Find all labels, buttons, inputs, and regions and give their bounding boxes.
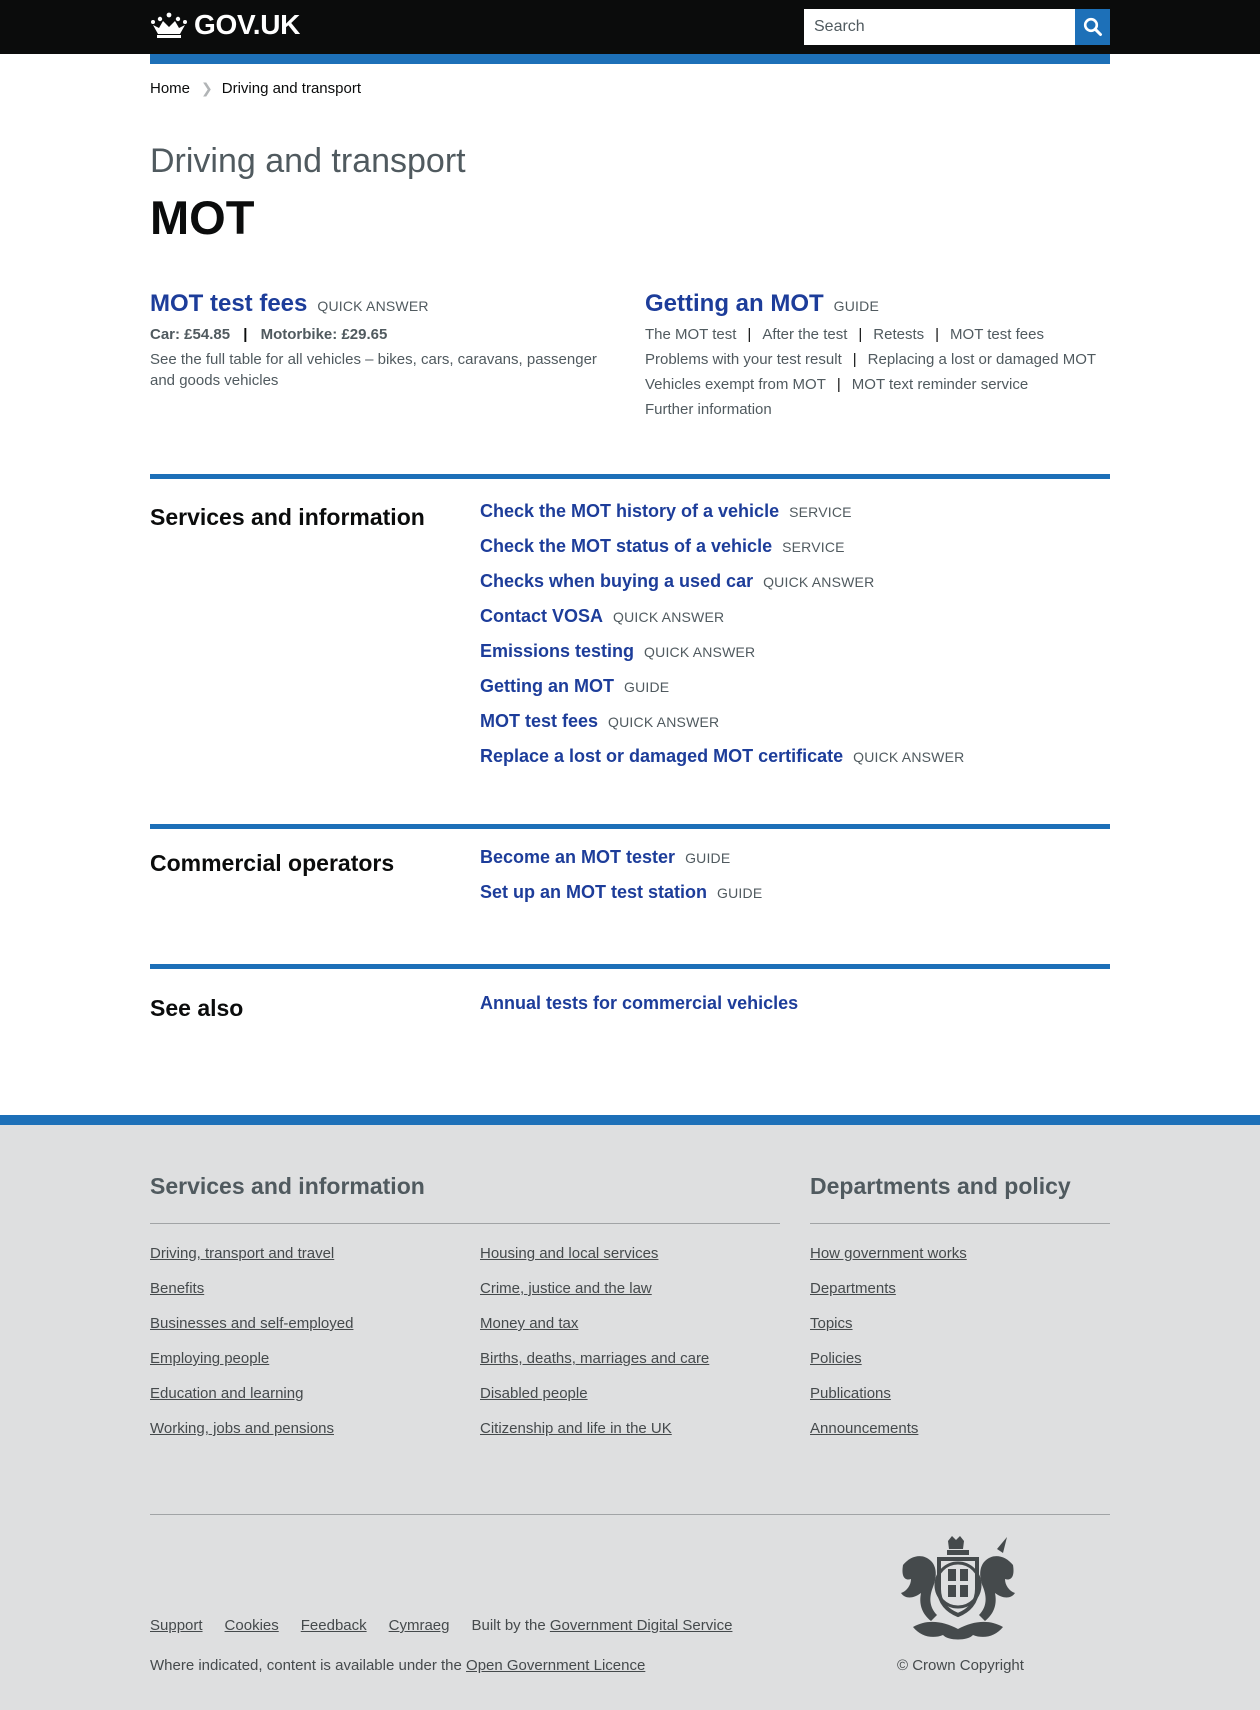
footer-services-col-1 xyxy=(150,1245,353,1455)
link-emissions-testing[interactable]: Emissions testing xyxy=(480,641,635,661)
footer-link[interactable]: Departments xyxy=(810,1280,896,1297)
list-item xyxy=(480,711,964,746)
price-summary xyxy=(150,326,620,343)
featured-getting-an-mot-link[interactable]: Getting an MOT xyxy=(645,290,824,317)
guide-link-problems[interactable]: Problems with your test result xyxy=(645,351,842,368)
footer-link[interactable]: Births, deaths, marriages and care xyxy=(480,1350,710,1367)
footer-divider xyxy=(150,1223,780,1224)
logo-text: GOV.UK xyxy=(194,9,301,40)
footer-meta-links xyxy=(150,1617,732,1634)
chevron-right-icon: ❯ xyxy=(201,80,213,96)
section-services-and-information xyxy=(150,474,1110,804)
footer-link-support[interactable]: Support xyxy=(150,1617,203,1634)
footer-link-gds[interactable]: Government Digital Service xyxy=(549,1617,733,1634)
list-item xyxy=(810,1245,967,1280)
footer-link[interactable]: Driving, transport and travel xyxy=(150,1245,335,1262)
list-item xyxy=(150,1420,353,1455)
list-item xyxy=(480,746,964,781)
licence-text: Where indicated, content is available under the Open Government Licence xyxy=(150,1657,646,1674)
list-item xyxy=(480,1245,709,1280)
list-item xyxy=(480,1420,709,1455)
guide-link-mot-test[interactable]: The MOT test xyxy=(645,326,737,343)
list-item xyxy=(480,882,762,917)
list-item xyxy=(480,606,964,641)
link-mot-test-fees[interactable]: MOT test fees xyxy=(480,711,599,731)
list-item xyxy=(810,1420,967,1455)
link-getting-an-mot[interactable]: Getting an MOT xyxy=(480,676,614,696)
guide-link-after-test[interactable]: After the test xyxy=(762,326,848,343)
guide-link-replacing[interactable]: Replacing a lost or damaged MOT xyxy=(867,351,1097,368)
content-type-tag: QUICK ANSWER xyxy=(644,644,756,660)
link-checks-used-car[interactable]: Checks when buying a used car xyxy=(480,571,754,591)
link-replace-certificate[interactable]: Replace a lost or damaged MOT certificate xyxy=(480,746,844,766)
search-icon xyxy=(1083,17,1103,37)
guide-link-further-info[interactable]: Further information xyxy=(645,401,772,418)
search-input[interactable] xyxy=(804,9,1075,45)
list-item xyxy=(480,641,964,676)
crown-icon xyxy=(150,12,188,38)
crown-copyright-link[interactable]: © Crown Copyright xyxy=(897,1657,1024,1674)
search-button[interactable] xyxy=(1075,9,1110,45)
list-item xyxy=(480,1350,709,1385)
list-item xyxy=(480,847,762,882)
list-item xyxy=(810,1315,967,1350)
content-type-tag: GUIDE xyxy=(833,298,879,314)
content-type-tag: QUICK ANSWER xyxy=(853,749,965,765)
content-type-tag: QUICK ANSWER xyxy=(613,609,725,625)
footer-link[interactable]: Businesses and self-employed xyxy=(150,1315,354,1332)
featured-mot-test-fees-link[interactable]: MOT test fees xyxy=(150,290,308,317)
link-become-mot-tester[interactable]: Become an MOT tester xyxy=(480,847,676,867)
header-accent-bar xyxy=(150,54,1110,64)
footer-link[interactable]: Citizenship and life in the UK xyxy=(480,1420,672,1437)
built-by-text: Built by the Government Digital Service xyxy=(471,1617,733,1634)
content-type-tag: SERVICE xyxy=(782,539,845,555)
content-type-tag: GUIDE xyxy=(624,679,670,695)
footer-link[interactable]: Employing people xyxy=(150,1350,270,1367)
govuk-logo-link[interactable] xyxy=(150,10,300,40)
section-commercial-operators xyxy=(150,824,1110,964)
content-type-tag: GUIDE xyxy=(685,850,731,866)
site-footer xyxy=(0,1115,1260,1710)
footer-link[interactable]: Money and tax xyxy=(480,1315,579,1332)
section-heading: Commercial operators xyxy=(150,850,395,876)
guide-chapter-links: The MOT test | After the test | Retests | MOT test fees Problems with your test result | Replacing a lost or damaged MOT Vehicles exempt from MOT | MOT text reminder service Further information xyxy=(645,326,1097,418)
breadcrumb-home[interactable]: Home xyxy=(150,80,191,97)
guide-link-exempt[interactable]: Vehicles exempt from MOT xyxy=(645,376,826,393)
content-type-tag: QUICK ANSWER xyxy=(317,298,429,314)
footer-link[interactable]: Policies xyxy=(810,1350,862,1367)
footer-link[interactable]: Disabled people xyxy=(480,1385,588,1402)
footer-divider xyxy=(810,1223,1110,1224)
list-item xyxy=(810,1280,967,1315)
list-item xyxy=(480,536,964,571)
royal-coat-of-arms-icon xyxy=(893,1535,1023,1647)
footer-divider xyxy=(150,1514,1110,1515)
footer-link[interactable]: Working, jobs and pensions xyxy=(150,1420,334,1437)
footer-link[interactable]: Benefits xyxy=(150,1280,205,1297)
link-check-mot-status[interactable]: Check the MOT status of a vehicle xyxy=(480,536,773,556)
footer-services-col-2 xyxy=(480,1245,709,1455)
section-heading: See also xyxy=(150,995,244,1021)
guide-link-mot-test-fees[interactable]: MOT test fees xyxy=(950,326,1044,343)
link-contact-vosa[interactable]: Contact VOSA xyxy=(480,606,604,626)
list-item xyxy=(480,1280,709,1315)
footer-services-heading: Services and information xyxy=(150,1173,425,1199)
list-item xyxy=(150,1245,353,1280)
services-list xyxy=(480,501,964,781)
list-item xyxy=(480,993,798,1028)
site-header xyxy=(0,0,1260,54)
list-item xyxy=(480,501,964,536)
footer-link[interactable]: Crime, justice and the law xyxy=(480,1280,652,1297)
content-type-tag: QUICK ANSWER xyxy=(763,574,875,590)
list-item xyxy=(480,571,964,606)
footer-link[interactable]: Announcements xyxy=(810,1420,919,1437)
see-also-list xyxy=(480,993,798,1028)
content-type-tag: QUICK ANSWER xyxy=(608,714,720,730)
footer-link[interactable]: Publications xyxy=(810,1385,891,1402)
section-see-also xyxy=(150,964,1110,1054)
car-price: Car: £54.85 xyxy=(150,326,231,343)
list-item xyxy=(480,1315,709,1350)
list-item xyxy=(480,1385,709,1420)
footer-departments-col xyxy=(810,1245,967,1455)
featured-getting-an-mot xyxy=(645,290,1115,422)
breadcrumb-driving-and-transport[interactable]: Driving and transport xyxy=(221,80,361,97)
list-item xyxy=(810,1350,967,1385)
page-caption: Driving and transport xyxy=(150,142,466,180)
footer-link[interactable]: Topics xyxy=(810,1315,853,1332)
featured-description: See the full table for all vehicles – bikes, cars, caravans, passenger and goods vehicles xyxy=(150,351,597,389)
section-heading: Services and information xyxy=(150,504,425,530)
guide-link-reminder[interactable]: MOT text reminder service xyxy=(851,376,1029,393)
content-type-tag: GUIDE xyxy=(717,885,763,901)
footer-link-feedback[interactable]: Feedback xyxy=(300,1617,367,1634)
footer-link[interactable]: Housing and local services xyxy=(480,1245,659,1262)
motorbike-price: Motorbike: £29.65 xyxy=(260,326,388,343)
footer-link[interactable]: Education and learning xyxy=(150,1385,304,1402)
list-item xyxy=(150,1385,353,1420)
commercial-list xyxy=(480,847,762,917)
list-item xyxy=(810,1385,967,1420)
link-set-up-test-station[interactable]: Set up an MOT test station xyxy=(480,882,708,902)
breadcrumb xyxy=(150,80,361,97)
footer-departments-heading: Departments and policy xyxy=(810,1173,1071,1199)
footer-link[interactable]: How government works xyxy=(810,1245,967,1262)
link-annual-tests[interactable]: Annual tests for commercial vehicles xyxy=(480,993,799,1013)
list-item xyxy=(150,1350,353,1385)
list-item xyxy=(150,1315,353,1350)
footer-link-cookies[interactable]: Cookies xyxy=(224,1617,279,1634)
list-item xyxy=(480,676,964,711)
featured-mot-test-fees xyxy=(150,290,620,391)
page-title: MOT xyxy=(150,191,255,244)
link-check-mot-history[interactable]: Check the MOT history of a vehicle xyxy=(480,501,780,521)
footer-link-cymraeg[interactable]: Cymraeg xyxy=(388,1617,450,1634)
footer-link-ogl[interactable]: Open Government Licence xyxy=(466,1657,646,1674)
guide-link-retests[interactable]: Retests xyxy=(873,326,925,343)
list-item xyxy=(150,1280,353,1315)
content-type-tag: SERVICE xyxy=(789,504,852,520)
separator: | xyxy=(243,326,248,343)
